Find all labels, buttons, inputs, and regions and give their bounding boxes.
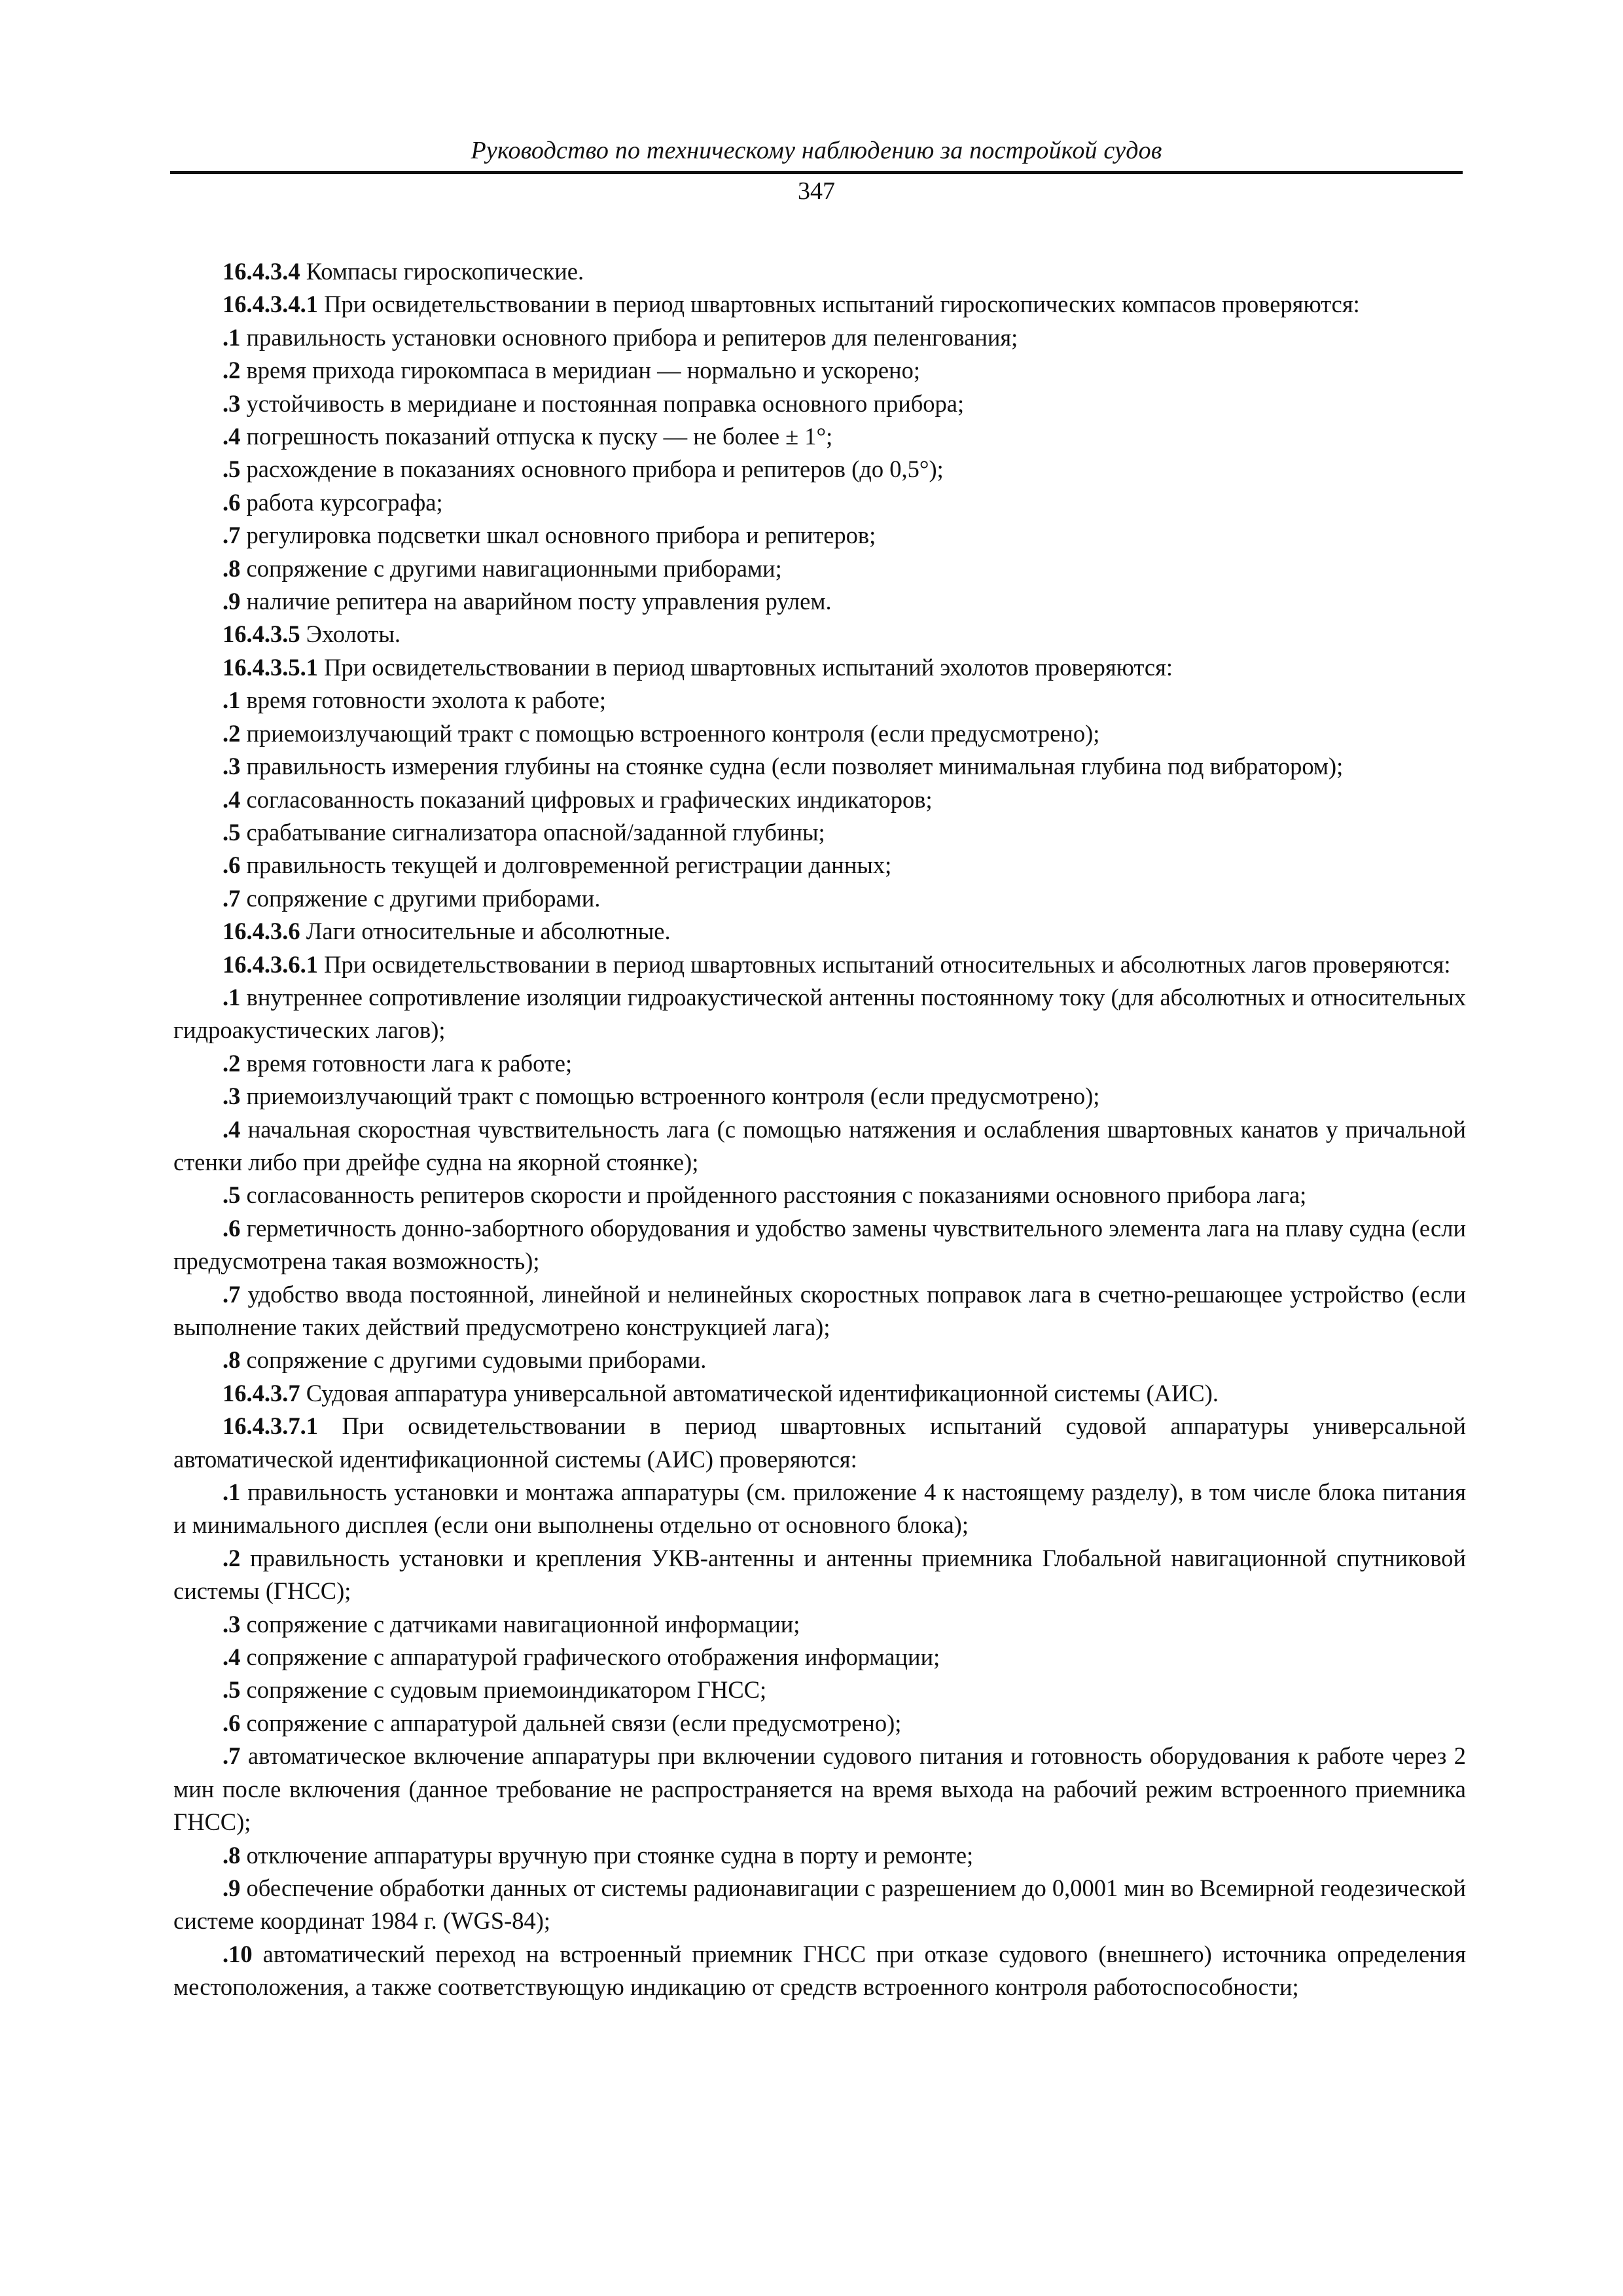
paragraph-number: .3 [223, 753, 241, 780]
paragraph-text: регулировка подсветки шкал основного прибора и репитеров; [240, 522, 876, 549]
paragraph-number: 16.4.3.5 [223, 620, 300, 648]
document-body [173, 255, 1466, 2004]
paragraph-text: срабатывание сигнализатора опасной/заданной глубины; [240, 818, 825, 846]
paragraph-text: сопряжение с аппаратурой графического отображения информации; [240, 1643, 940, 1671]
paragraph-number: 16.4.3.5.1 [223, 653, 318, 681]
paragraph-number: .6 [223, 1214, 241, 1242]
paragraph-number: .5 [223, 1676, 241, 1704]
paragraph [173, 1212, 1466, 1278]
paragraph-number: .2 [223, 719, 241, 747]
paragraph [173, 1542, 1466, 1608]
paragraph-text: удобство ввода постоянной, линейной и нелинейных скоростных поправок лага в счетно-решающее устройство (если выполнение таких действий предусмотрено конструкцией лага); [173, 1280, 1466, 1340]
paragraph-text: правильность измерения глубины на стоянке судна (если позволяет минимальная глубина под вибратором); [240, 753, 1344, 780]
paragraph [173, 684, 1466, 717]
paragraph-text: начальная скоростная чувствительность лага (с помощью натяжения и ослабления швартовных канатов у причальной стенки либо при дрейфе судна на якорной стоянке); [173, 1115, 1466, 1175]
paragraph [173, 1839, 1466, 1872]
paragraph-text: сопряжение с другими приборами. [240, 884, 601, 912]
paragraph [173, 255, 1466, 288]
paragraph [173, 882, 1466, 915]
paragraph-text: При освидетельствовании в период швартовных испытаний эхолотов проверяются: [318, 653, 1173, 681]
paragraph-number: .4 [223, 1115, 241, 1143]
paragraph-text: При освидетельствовании в период швартовных испытаний гироскопических компасов проверяются: [318, 291, 1360, 318]
paragraph-number: .3 [223, 1083, 241, 1110]
paragraph [173, 1113, 1466, 1179]
paragraph-text: правильность установки и крепления УКВ-антенны и антенны приемника Глобальной навигационной спутниковой системы (ГНСС); [173, 1544, 1466, 1605]
paragraph-text: приемоизлучающий тракт с помощью встроенного контроля (если предусмотрено); [240, 719, 1100, 747]
paragraph-text: правильность установки основного прибора и репитеров для пеленгования; [240, 323, 1018, 351]
paragraph [173, 1707, 1466, 1740]
paragraph-number: .3 [223, 389, 241, 417]
paragraph-text: расхождение в показаниях основного прибора и репитеров (до 0,5°); [240, 456, 944, 483]
paragraph [173, 783, 1466, 816]
paragraph-text: правильность текущей и долговременной регистрации данных; [240, 852, 892, 879]
paragraph-number: .1 [223, 323, 241, 351]
paragraph [173, 750, 1466, 783]
paragraph-text: приемоизлучающий тракт с помощью встроенного контроля (если предусмотрено); [240, 1083, 1100, 1110]
paragraph-text: Эхолоты. [300, 620, 401, 648]
paragraph-text: автоматический переход на встроенный приемник ГНСС при отказе судового (внешнего) источника определения местоположения, а также соответствующую индикацию от средств встроенного контроля работоспособности; [173, 1940, 1466, 2001]
paragraph-text: наличие репитера на аварийном посту управления рулем. [240, 588, 832, 615]
paragraph [173, 1608, 1466, 1641]
paragraph-text: правильность установки и монтажа аппаратуры (см. приложение 4 к настоящему разделу), в том числе блока питания и минимального дисплея (если они выполнены отдельно от основного блока); [173, 1479, 1466, 1539]
paragraph-text: герметичность донно-забортного оборудования и удобство замены чувствительного элемента лага на плаву судна (если предусмотрена такая возможность); [173, 1214, 1466, 1275]
paragraph-number: .2 [223, 357, 241, 384]
paragraph [173, 816, 1466, 849]
paragraph-number: .8 [223, 554, 241, 582]
paragraph-number: .9 [223, 588, 241, 615]
paragraph-text: автоматическое включение аппаратуры при включении судового питания и готовность оборудования к работе через 2 мин после включения (данное требование не распространяется на время выхода на рабочий режим встроенного приемника ГНСС); [173, 1742, 1466, 1836]
paragraph-number: 16.4.3.7 [223, 1379, 300, 1407]
paragraph-number: .2 [223, 1544, 241, 1571]
page-number: 347 [798, 177, 835, 205]
paragraph [173, 1179, 1466, 1211]
paragraph-text: обеспечение обработки данных от системы радионавигации с разрешением до 0,0001 мин во Всемирной геодезической системе координат 1984 г. (WGS-84); [173, 1874, 1466, 1935]
paragraph-number: .6 [223, 488, 241, 516]
paragraph [173, 1476, 1466, 1542]
paragraph [173, 585, 1466, 618]
paragraph [173, 552, 1466, 585]
paragraph-number: 16.4.3.7.1 [223, 1412, 318, 1440]
paragraph-number: 16.4.3.4.1 [223, 291, 318, 318]
paragraph-text: устойчивость в меридиане и постоянная поправка основного прибора; [240, 389, 965, 417]
paragraph [173, 1740, 1466, 1839]
paragraph-number: .1 [223, 1479, 241, 1506]
paragraph-number: .1 [223, 983, 241, 1011]
paragraph [173, 387, 1466, 420]
paragraph [173, 1410, 1466, 1476]
paragraph-number: .8 [223, 1346, 241, 1374]
paragraph-number: .5 [223, 1181, 241, 1209]
paragraph [173, 288, 1466, 321]
paragraph-text: Компасы гироскопические. [300, 258, 584, 285]
paragraph-number: .1 [223, 687, 241, 714]
paragraph-text: сопряжение с другими навигационными приборами; [240, 554, 782, 582]
running-header-title: Руководство по техническому наблюдению за постройкой судов [471, 137, 1162, 164]
paragraph [173, 420, 1466, 453]
paragraph-number: .2 [223, 1049, 241, 1077]
paragraph-text: сопряжение с аппаратурой дальней связи (если предусмотрено); [240, 1709, 902, 1736]
page-header [170, 134, 1463, 207]
paragraph-number: .6 [223, 1709, 241, 1736]
paragraph [173, 453, 1466, 486]
paragraph-text: сопряжение с судовым приемоиндикатором ГНСС; [240, 1676, 767, 1704]
paragraph [173, 1938, 1466, 2004]
paragraph-text: При освидетельствовании в период швартовных испытаний относительных и абсолютных лагов проверяются: [318, 950, 1451, 978]
paragraph [173, 1674, 1466, 1706]
paragraph [173, 1377, 1466, 1410]
paragraph [173, 1872, 1466, 1938]
paragraph [173, 354, 1466, 387]
paragraph [173, 618, 1466, 651]
paragraph-number: .4 [223, 423, 241, 450]
paragraph-number: .4 [223, 1643, 241, 1671]
paragraph-number: .3 [223, 1610, 241, 1638]
paragraph-number: .7 [223, 1280, 241, 1308]
paragraph-number: 16.4.3.4 [223, 258, 300, 285]
paragraph-number: .7 [223, 522, 241, 549]
paragraph [173, 1080, 1466, 1113]
paragraph [173, 948, 1466, 981]
paragraph [173, 981, 1466, 1047]
paragraph [173, 321, 1466, 354]
paragraph-number: .9 [223, 1874, 241, 1901]
paragraph-number: .7 [223, 1742, 241, 1770]
paragraph [173, 519, 1466, 552]
paragraph-text: внутреннее сопротивление изоляции гидроакустической антенны постоянному току (для абсолютных и относительных гидроакустических лагов); [173, 983, 1466, 1044]
paragraph-number: .5 [223, 818, 241, 846]
paragraph [173, 1344, 1466, 1376]
header-divider [170, 171, 1463, 174]
paragraph [173, 1047, 1466, 1080]
paragraph-number: .5 [223, 456, 241, 483]
paragraph-text: Судовая аппаратура универсальной автоматической идентификационной системы (АИС). [300, 1379, 1219, 1407]
paragraph-number: .7 [223, 884, 241, 912]
paragraph-number: .10 [223, 1940, 253, 1967]
paragraph-text: При освидетельствовании в период швартовных испытаний судовой аппаратуры универсальной автоматической идентификационной системы (АИС) проверяются: [173, 1412, 1466, 1473]
paragraph-text: Лаги относительные и абсолютные. [300, 918, 671, 945]
paragraph-text: погрешность показаний отпуска к пуску — не более ± 1°; [240, 423, 833, 450]
paragraph-text: согласованность репитеров скорости и пройденного расстояния с показаниями основного прибора лага; [240, 1181, 1307, 1209]
paragraph [173, 1278, 1466, 1344]
paragraph [173, 1641, 1466, 1674]
paragraph-number: 16.4.3.6 [223, 918, 300, 945]
paragraph [173, 486, 1466, 519]
paragraph-text: отключение аппаратуры вручную при стоянке судна в порту и ремонте; [240, 1841, 974, 1869]
paragraph-number: .4 [223, 785, 241, 813]
paragraph [173, 651, 1466, 684]
paragraph-text: время готовности лага к работе; [240, 1049, 573, 1077]
paragraph-text: сопряжение с другими судовыми приборами. [240, 1346, 707, 1374]
paragraph [173, 915, 1466, 948]
paragraph-text: согласованность показаний цифровых и графических индикаторов; [240, 785, 933, 813]
paragraph-text: работа курсографа; [240, 488, 443, 516]
paragraph-number: .8 [223, 1841, 241, 1869]
paragraph-text: время прихода гирокомпаса в меридиан — нормально и ускорено; [240, 357, 920, 384]
paragraph-number: 16.4.3.6.1 [223, 950, 318, 978]
paragraph-number: .6 [223, 852, 241, 879]
paragraph [173, 849, 1466, 882]
paragraph-text: сопряжение с датчиками навигационной информации; [240, 1610, 800, 1638]
paragraph-text: время готовности эхолота к работе; [240, 687, 606, 714]
paragraph [173, 717, 1466, 750]
